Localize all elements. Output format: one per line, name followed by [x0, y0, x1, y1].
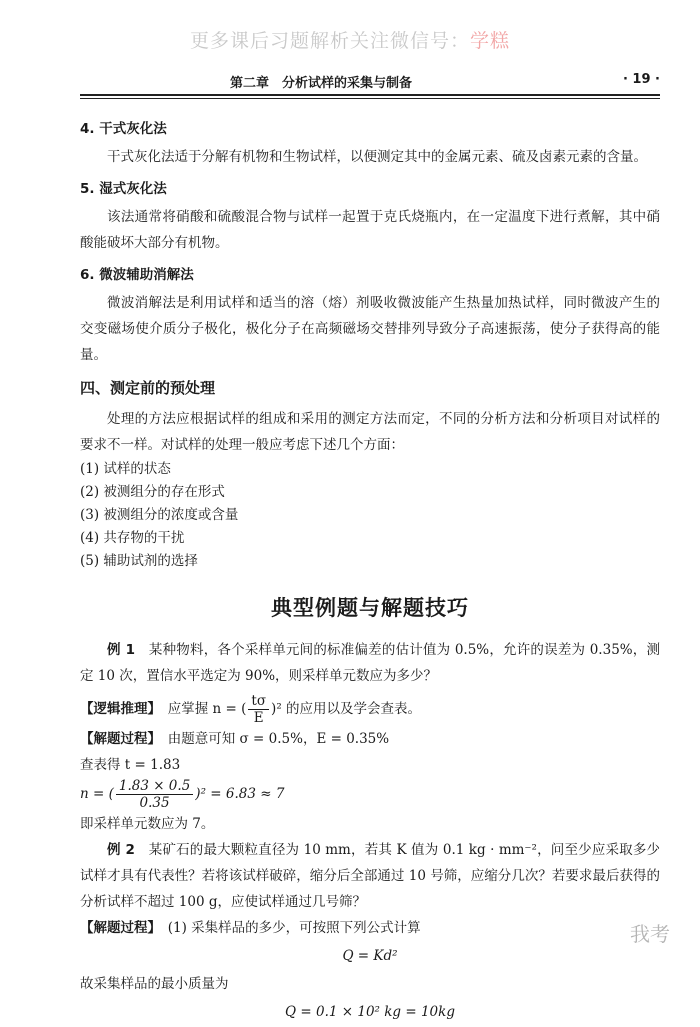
- logic-tag: 【逻辑推理】: [80, 701, 155, 717]
- section-microwave-title: 6. 微波辅助消解法: [80, 267, 194, 283]
- example-1-question: [80, 637, 660, 689]
- calc-numerator: 1.83 × 0.5: [116, 778, 193, 795]
- list-item: (1) 试样的状态: [80, 461, 171, 477]
- section-wet-ashing-title: 5. 湿式灰化法: [80, 181, 167, 197]
- solution-tag: 【解题过程】: [80, 731, 155, 747]
- watermark-banner: [0, 26, 700, 53]
- solution-line: 由题意可知 σ = 0.5%，E = 0.35%: [167, 731, 390, 747]
- calc-fraction: [116, 778, 193, 811]
- section-pretreatment-intro: 处理的方法应根据试样的组成和采用的测定方法而定，不同的分析方法和分析项目对试样的要求不一样。对试样的处理一般应考虑下述几个方面：: [80, 411, 660, 453]
- section-microwave-text: 微波消解法是利用试样和适当的溶（熔）剂吸收微波能产生热量加热试样，同时微波产生的交变磁场使介质分子极化，极化分子在高频磁场交替排列导致分子高速振荡，使分子获得高的能量。: [80, 295, 660, 363]
- logic-fraction: [248, 693, 269, 726]
- watermark-account: 学糕: [470, 30, 511, 52]
- calc-denominator: 0.35: [139, 795, 170, 811]
- example-2-solution: [80, 915, 660, 941]
- page-body: [80, 110, 660, 1027]
- logic-numerator: tσ: [248, 693, 269, 710]
- solution-tag: 【解题过程】: [80, 920, 155, 936]
- header-rule-thin: [80, 98, 660, 99]
- header-rule: [80, 94, 660, 96]
- list-item: (5) 辅助试剂的选择: [80, 553, 198, 569]
- calc-pre: n = (: [80, 786, 114, 802]
- page-number: · 19 ·: [622, 72, 660, 87]
- min-mass-line: 故采集样品的最小质量为: [80, 976, 229, 992]
- step-1-text: (1) 采集样品的多少，可按照下列公式计算: [167, 920, 421, 936]
- example-2-label: 例 2: [107, 842, 135, 858]
- section-wet-ashing-text: 该法通常将硝酸和硫酸混合物与试样一起置于克氏烧瓶内，在一定温度下进行煮解，其中硝酸能破坏大部分有机物。: [80, 209, 660, 251]
- example-1-label: 例 1: [107, 642, 135, 658]
- example-2-question: [80, 837, 660, 915]
- example-2-question-text: 某矿石的最大颗粒直径为 10 mm，若其 K 值为 0.1 kg · mm⁻²，问至少应采取多少试样才具有代表性？若将该试样破碎，缩分后全部通过 10 号筛，应缩分几次？若要求最后获得的分析试样不超过 100 g，应使试样通过几号筛？: [80, 842, 661, 910]
- calc-post: )² = 6.83 ≈ 7: [195, 786, 285, 802]
- logic-pre: 应掌握 n = (: [167, 701, 247, 717]
- examples-title: 典型例题与解题技巧: [271, 596, 469, 620]
- watermark-bottom: 我考: [630, 922, 670, 946]
- list-item: (2) 被测组分的存在形式: [80, 484, 225, 500]
- example-1-conclusion: 即采样单元数应为 7。: [80, 816, 215, 832]
- section-dry-ashing-title: 4. 干式灰化法: [80, 121, 167, 137]
- list-item: (3) 被测组分的浓度或含量: [80, 507, 239, 523]
- formula-q-kd2: Q = Kd²: [342, 948, 398, 964]
- chapter-title: 第二章 分析试样的采集与制备: [230, 76, 413, 91]
- example-1-question-text: 某种物料，各个采样单元间的标准偏差的估计值为 0.5%，允许的误差为 0.35%，测定 10 次，置信水平选定为 90%，则采样单元数应为多少？: [80, 642, 661, 684]
- example-1-logic: [80, 693, 660, 726]
- list-item: (4) 共存物的干扰: [80, 530, 185, 546]
- section-pretreatment-title: 四、测定前的预处理: [80, 379, 216, 397]
- section-dry-ashing-text: 干式灰化法适于分解有机物和生物试样，以便测定其中的金属元素、硫及卤素元素的含量。: [107, 149, 647, 165]
- logic-denominator: E: [253, 710, 264, 726]
- formula-q-value: Q = 0.1 × 10² kg = 10kg: [285, 1004, 455, 1020]
- example-1-solution: [80, 726, 660, 752]
- logic-post: )² 的应用以及学会查表。: [271, 701, 422, 717]
- watermark-prefix: 更多课后习题解析关注微信号：: [189, 30, 470, 52]
- table-lookup-line: 查表得 t = 1.83: [80, 757, 181, 773]
- calc-formula: [80, 778, 660, 811]
